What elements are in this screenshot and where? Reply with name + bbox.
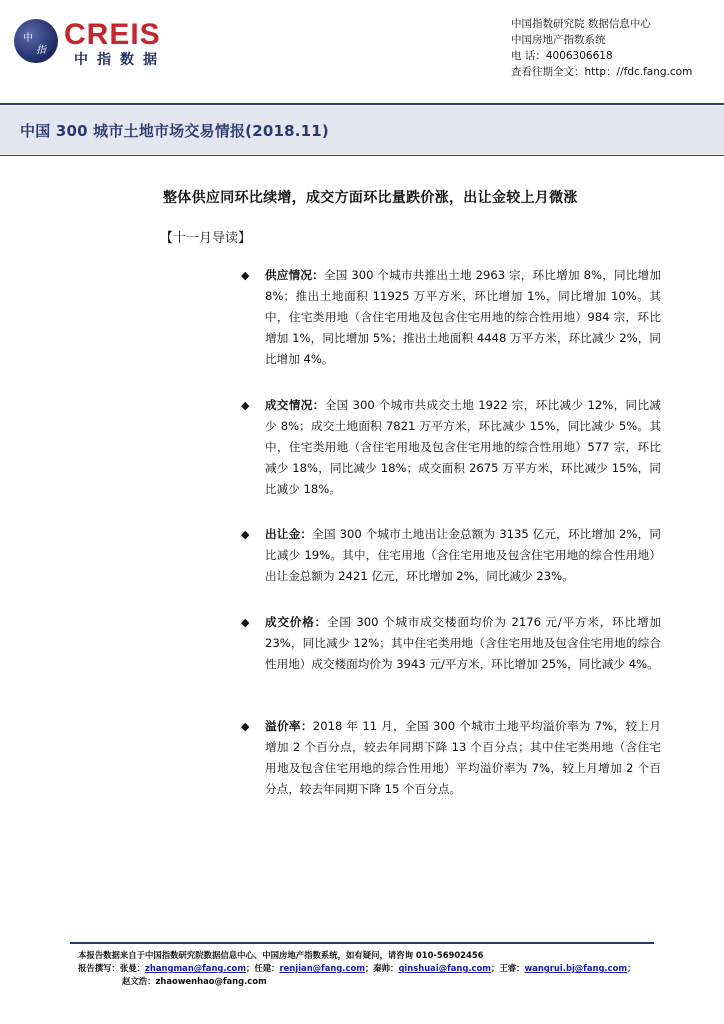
writer-name: ；秦帅： bbox=[364, 963, 399, 973]
footer-divider bbox=[70, 942, 654, 944]
report-title: 中国 300 城市土地市场交易情报(2018.11) bbox=[20, 122, 329, 140]
logo-subtitle: 中指数据 bbox=[74, 52, 166, 68]
footer-writers bbox=[78, 962, 668, 975]
diamond-bullet-icon: ◆ bbox=[241, 616, 250, 629]
section-text: 全国 300 个城市土地出让金总额为 3135 亿元，环比增加 2%，同比减少 19%。其中，住宅用地（含住宅用地及包含住宅用地的综合性用地）出让金总额为 2421 亿元，环比增加 2%，同比减少 23%。 bbox=[265, 527, 661, 583]
contact-info bbox=[511, 16, 721, 80]
section-price bbox=[241, 612, 661, 675]
contact-org: 中国指数研究院 数据信息中心 bbox=[511, 18, 651, 30]
diamond-bullet-icon: ◆ bbox=[241, 720, 250, 733]
section-label: 成交价格： bbox=[265, 615, 328, 629]
section-text: 全国 300 个城市共推出土地 2963 宗，环比增加 8%，同比增加 8%；推出土地面积 11925 万平方米，环比增加 1%，同比增加 10%。其中，住宅类用地（含住宅用地及包含住宅用地的综合性用地）984 宗，环比增加 1%，同比增加 5%；推出土地面积 4448 万平方米，环比减少 2%，同比增加 4%。 bbox=[265, 268, 661, 366]
writer-email-link[interactable]: zhangman@fang.com bbox=[145, 963, 247, 973]
contact-system: 中国房地产指数系统 bbox=[511, 34, 606, 46]
section-text: 全国 300 个城市共成交土地 1922 宗，环比减少 12%，同比减少 8%；成交土地面积 7821 万平方米，环比减少 15%，同比减少 5%。其中，住宅类用地（含住宅用地及包含住宅用地的综合性用地）577 宗，环比减少 18%，同比减少 18%；成交面积 2675 万平方米，环比减少 15%，同比减少 18%。 bbox=[265, 398, 661, 496]
writer-email-link[interactable]: renjian@fang.com bbox=[279, 963, 365, 973]
logo-wordmark: CREIS bbox=[64, 18, 161, 51]
guide-label: 【十一月导读】 bbox=[160, 231, 252, 246]
section-transactions bbox=[241, 395, 661, 500]
contact-website-link[interactable]: 查看往期全文：http：//fdc.fang.com bbox=[511, 66, 693, 78]
footer-source-note: 本报告数据来自于中国指数研究院数据信息中心、中国房地产指数系统，如有疑问，请咨询 010-56902456 bbox=[78, 950, 484, 960]
writer-sep: ； bbox=[627, 963, 636, 973]
writer-name: ；王睿： bbox=[490, 963, 525, 973]
diamond-bullet-icon: ◆ bbox=[241, 269, 250, 282]
section-text: 全国 300 个城市成交楼面均价为 2176 元/平方米，环比增加 23%，同比减少 12%；其中住宅类用地（含住宅用地及包含住宅用地的综合性用地）成交楼面均价为 3943 元/平方米，环比增加 25%，同比减少 4%。 bbox=[265, 615, 661, 671]
writer-name: ；任建： bbox=[246, 963, 280, 973]
creis-logo bbox=[14, 16, 184, 70]
diamond-bullet-icon: ◆ bbox=[241, 528, 250, 541]
page-headline: 整体供应同环比续增，成交方面环比量跌价涨，出让金较上月微涨 bbox=[163, 190, 578, 206]
footer bbox=[78, 949, 668, 988]
logo-emblem-char-2: 指 bbox=[36, 45, 46, 56]
writer-name: 张曼： bbox=[119, 963, 145, 973]
section-supply bbox=[241, 265, 661, 370]
section-label: 溢价率： bbox=[265, 719, 313, 733]
writer-email-link[interactable]: qinshuai@fang.com bbox=[398, 963, 491, 973]
section-label: 成交情况： bbox=[265, 398, 325, 412]
report-title-band bbox=[0, 106, 724, 154]
title-divider bbox=[0, 155, 724, 156]
section-land-revenue bbox=[241, 524, 661, 587]
section-label: 供应情况： bbox=[265, 268, 324, 282]
diamond-bullet-icon: ◆ bbox=[241, 399, 250, 412]
logo-emblem-char-1: 中 bbox=[23, 33, 33, 44]
header-divider bbox=[0, 103, 724, 105]
contact-phone: 电 话：4006306618 bbox=[511, 50, 613, 62]
writer-email-link[interactable]: wangrui.bj@fang.com bbox=[524, 963, 628, 973]
writers-label: 报告撰写： bbox=[78, 963, 120, 973]
section-premium-rate bbox=[241, 716, 661, 800]
section-label: 出让金： bbox=[265, 527, 313, 541]
writer-extra: 赵文浩：zhaowenhao@fang.com bbox=[122, 976, 267, 986]
section-text: 2018 年 11 月，全国 300 个城市土地平均溢价率为 7%，较上月增加 2 个百分点，较去年同期下降 13 个百分点；其中住宅类用地（含住宅用地及包含住宅用地的综合性用地）平均溢价率为 7%，较上月增加 2 个百分点，较去年同期下降 15 个百分点。 bbox=[265, 719, 661, 796]
logo-emblem-icon bbox=[14, 19, 58, 63]
